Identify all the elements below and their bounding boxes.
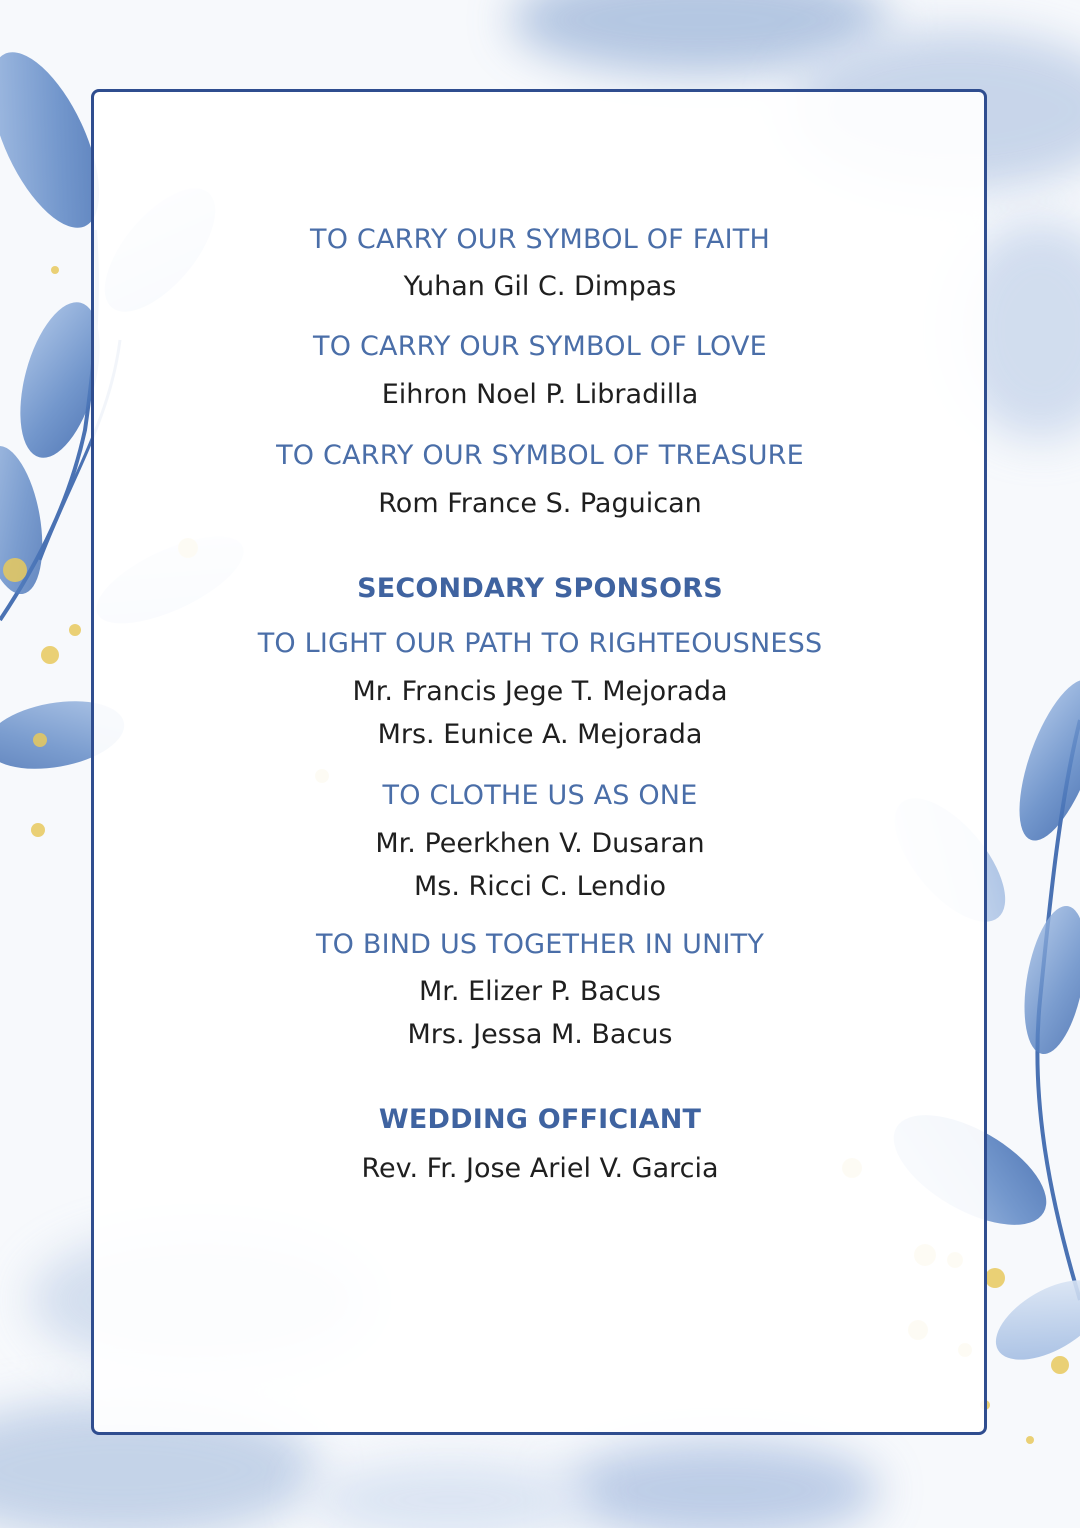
sponsor-name: Ms. Ricci C. Lendio <box>413 871 667 902</box>
symbol-faith-heading: TO CARRY OUR SYMBOL OF FAITH <box>310 224 770 255</box>
sponsor-group-heading: TO CLOTHE US AS ONE <box>382 780 698 811</box>
officiant-name: Rev. Fr. Jose Ariel V. Garcia <box>361 1153 719 1184</box>
sponsor-name: Mr. Elizer P. Bacus <box>419 976 661 1007</box>
symbol-love-name: Eihron Noel P. Libradilla <box>381 379 699 410</box>
symbol-treasure-name: Rom France S. Paguican <box>378 488 702 519</box>
secondary-sponsors-heading: SECONDARY SPONSORS <box>357 573 723 604</box>
sponsor-name: Mrs. Jessa M. Bacus <box>407 1019 673 1050</box>
symbol-faith-name: Yuhan Gil C. Dimpas <box>403 271 677 302</box>
symbol-treasure-heading: TO CARRY OUR SYMBOL OF TREASURE <box>276 440 804 471</box>
sponsor-group-heading: TO BIND US TOGETHER IN UNITY <box>315 929 765 960</box>
sponsor-name: Mrs. Eunice A. Mejorada <box>377 719 703 750</box>
officiant-heading: WEDDING OFFICIANT <box>378 1104 702 1135</box>
sponsor-name: Mr. Peerkhen V. Dusaran <box>375 828 705 859</box>
sponsor-group-heading: TO LIGHT OUR PATH TO RIGHTEOUSNESS <box>257 628 823 659</box>
sponsor-name: Mr. Francis Jege T. Mejorada <box>352 676 728 707</box>
symbol-love-heading: TO CARRY OUR SYMBOL OF LOVE <box>313 331 767 362</box>
